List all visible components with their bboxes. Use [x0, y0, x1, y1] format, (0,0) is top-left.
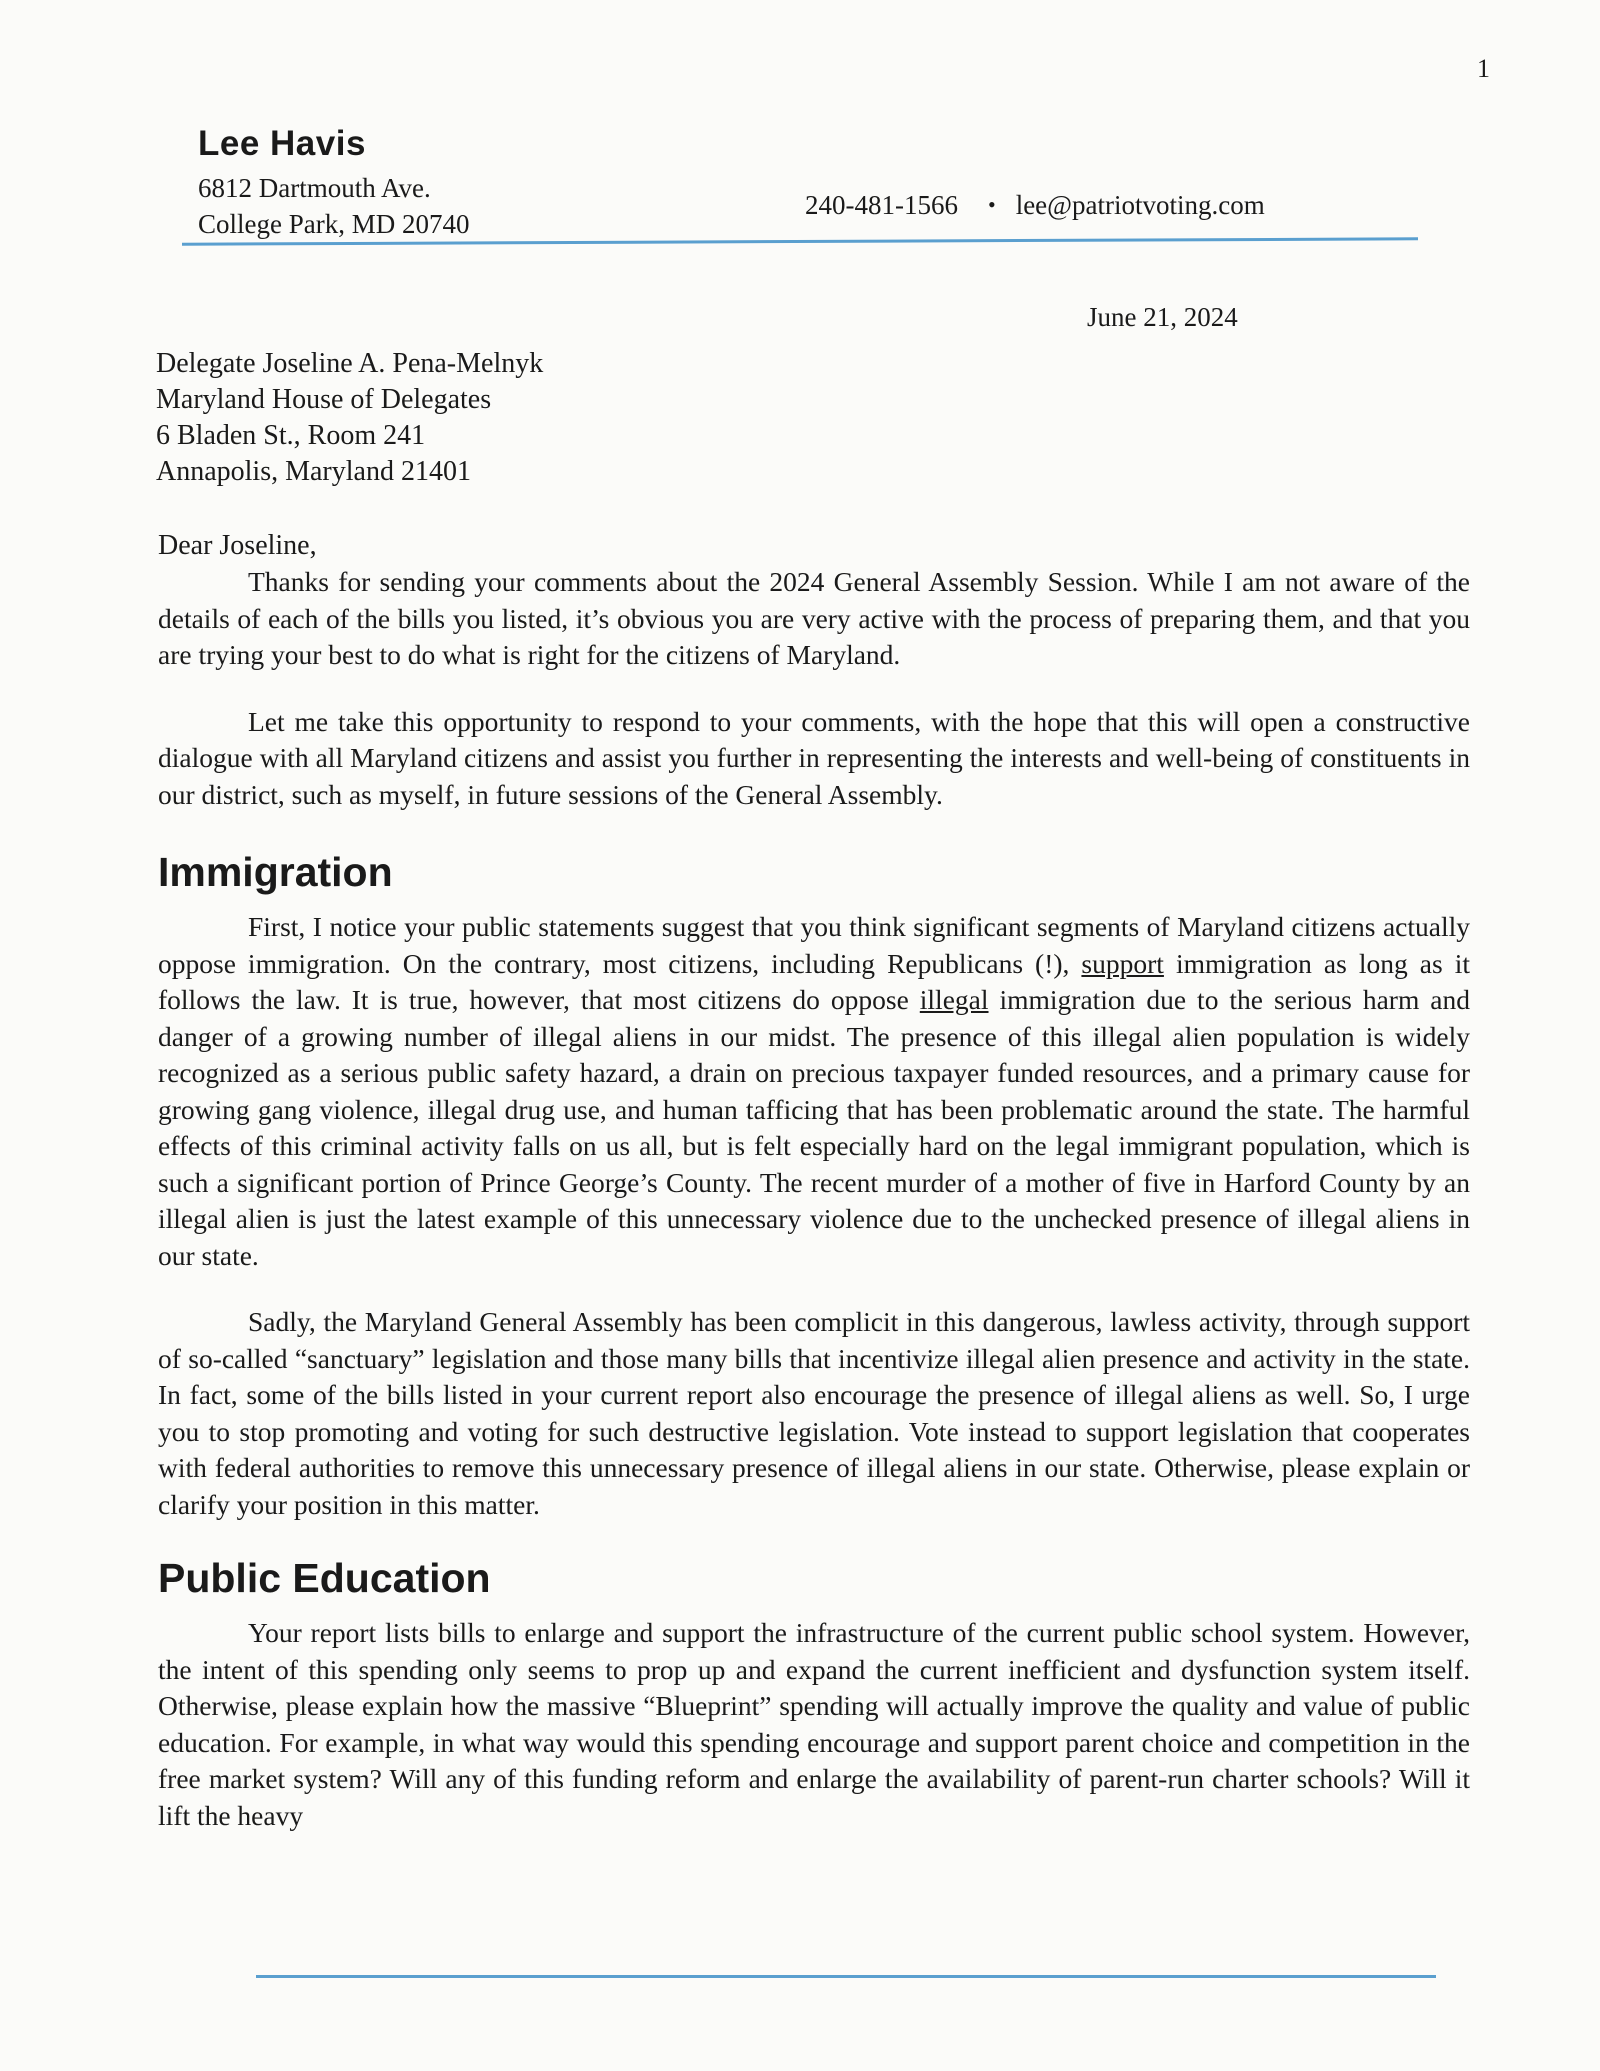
footer-divider: [256, 1975, 1436, 1978]
recipient-line: 6 Bladen St., Room 241: [156, 420, 426, 451]
letter-body: [158, 528, 1470, 1834]
illegal-underlined: illegal: [919, 984, 989, 1015]
page-number: 1: [1477, 54, 1490, 83]
public-education-heading: Public Education: [158, 1555, 491, 1601]
recipient-line: Delegate Joseline A. Pena-Melnyk: [156, 348, 544, 379]
salutation: Dear Joseline,: [158, 530, 317, 561]
recipient-line: Annapolis, Maryland 21401: [156, 456, 471, 487]
support-underlined: support: [1081, 947, 1164, 979]
letter-date: June 21, 2024: [1087, 302, 1238, 332]
immigration-heading: Immigration: [158, 849, 393, 895]
sender-address-line1: 6812 Dartmouth Ave.: [198, 173, 431, 203]
immigration-paragraph-1: [158, 909, 1470, 1274]
contact-info: [805, 190, 1265, 221]
immigration-p1-text-b: immigration as long as it follows the law. It is true, however, that most citizens do oppose: [158, 947, 1470, 1015]
intro-paragraph-1: Thanks for sending your comments about the 2024 General Assembly Session. While I am not aware of the details of each of the bills you listed, it’s obvious you are very active with the process of preparing them, and that you are trying your best to do what is right for the citizens of Maryland.: [158, 566, 1470, 670]
immigration-paragraph-2: Sadly, the Maryland General Assembly has been complicit in this dangerous, lawless activity, through support of so-called “sanctuary” legislation and those many bills that incentivize illegal alien presence and activity in the state. In fact, some of the bills listed in your current report also encourage the presence of illegal aliens as well. So, I urge you to stop promoting and voting for such destructive legislation. Vote instead to support legislation that cooperates with federal authorities to remove this unnecessary presence of illegal aliens in our state. Otherwise, please explain or clarify your position in this matter.: [158, 1306, 1470, 1520]
letterhead: [198, 124, 1418, 242]
sender-address-line2: College Park, MD 20740: [198, 209, 470, 239]
sender-phone: 240-481-1566: [805, 190, 958, 220]
immigration-p1-text-c: immigration due to the serious harm and danger of a growing number of illegal aliens in our midst. The presence of this illegal alien population is widely recognized as a serious public safety hazard, a drain on precious taxpayer funded resources, and a primary cause for growing gang violence, illegal drug use, and human tafficing that has been problematic around the state. The harmful effects of this criminal activity falls on us all, but is felt especially hard on the legal immigrant population, which is such a significant portion of Prince George’s County. The recent murder of a mother of five in Harford County by an illegal alien is just the latest example of this unnecessary violence due to the unchecked presence of illegal aliens in our state.: [158, 984, 1471, 1271]
immigration-p1-text-a: First, I notice your public statements suggest that you think significant segments of Maryland citizens actually oppose immigration. On the contrary, most citizens, including Republicans (!),: [158, 911, 1470, 979]
intro-paragraph-2: Let me take this opportunity to respond to your comments, with the hope that this will open a constructive dialogue with all Maryland citizens and assist you further in representing the interests and well-being of constituents in our district, such as myself, in future sessions of the General Assembly.: [158, 705, 1470, 810]
bullet-separator: •: [987, 192, 996, 217]
public-education-paragraph-1: Your report lists bills to enlarge and support the infrastructure of the current public school system. However, the intent of this spending only seems to prop up and expand the current inefficient and dysfunction system itself. Otherwise, please explain how the massive “Blueprint” spending will actually improve the quality and value of public education. For example, in what way would this spending encourage and support parent choice and competition in the free market system? Will any of this funding reform and enlarge the availability of parent-run charter schools? Will it lift the heavy: [158, 1617, 1470, 1831]
recipient-line: Maryland House of Delegates: [156, 384, 492, 415]
sender-name: Lee Havis: [198, 124, 366, 163]
sender-email: lee@patriotvoting.com: [1015, 190, 1265, 220]
recipient-block: [156, 346, 543, 490]
